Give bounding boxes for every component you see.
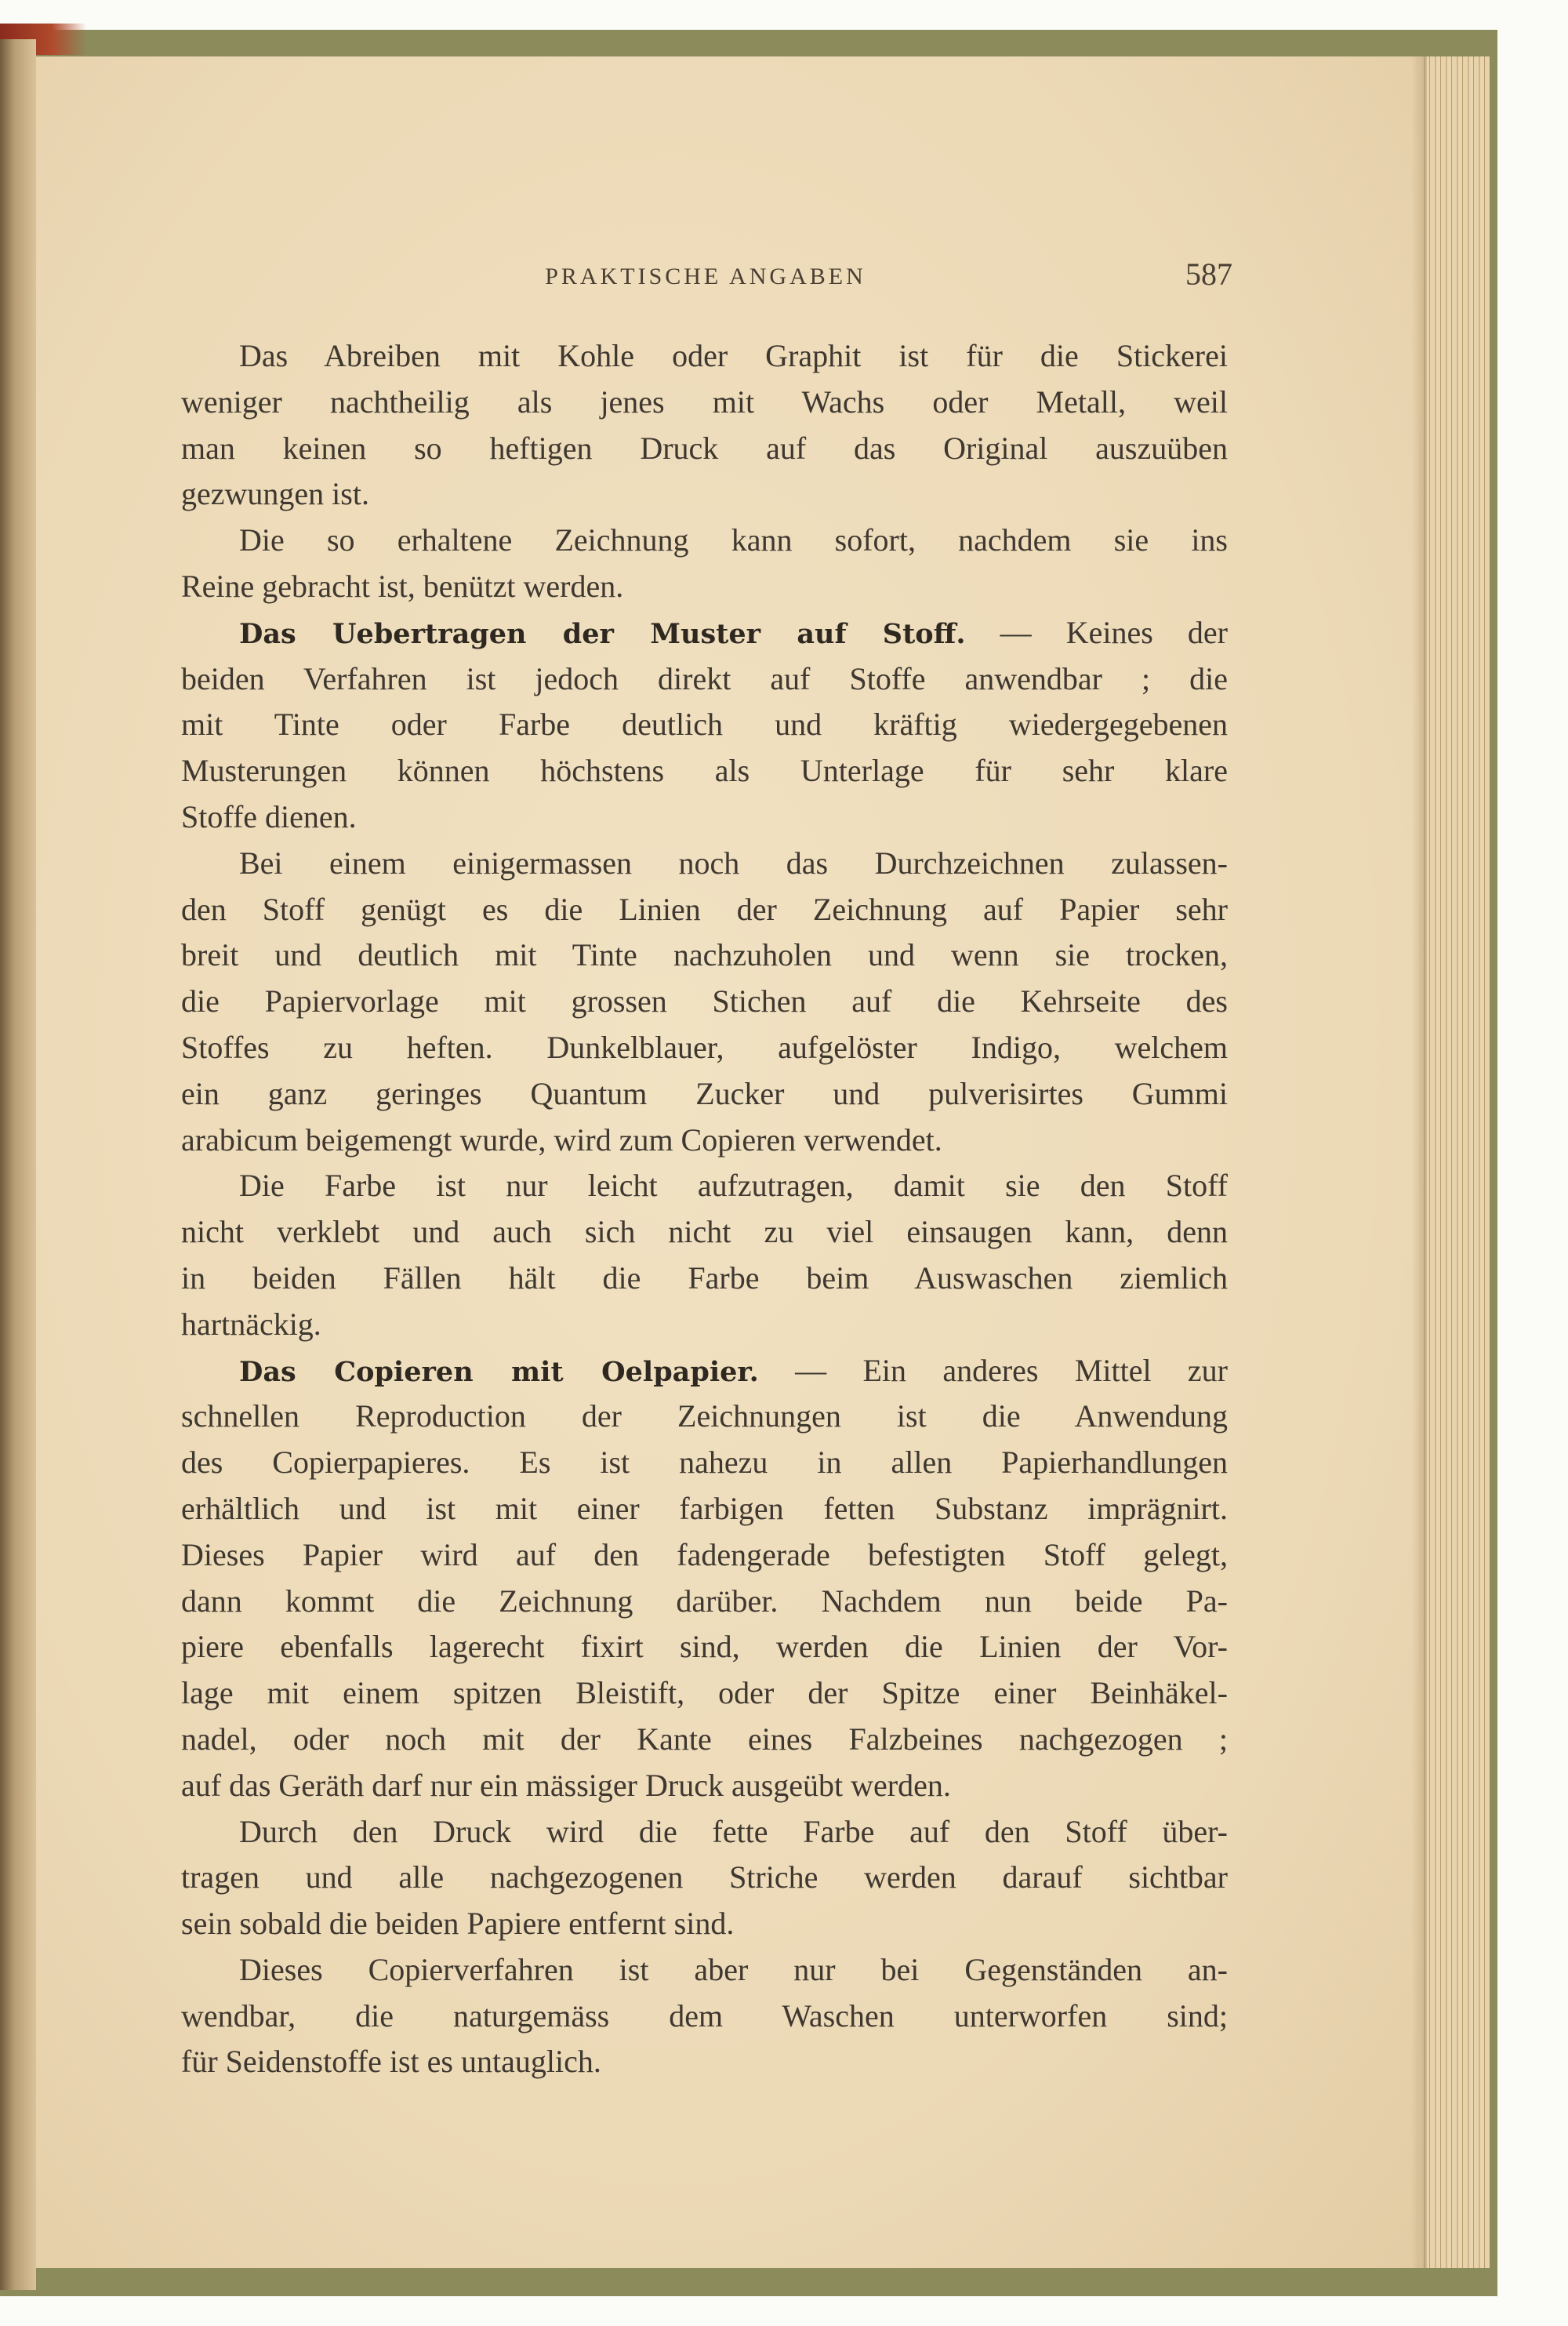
text-line xyxy=(181,1348,1228,1394)
text-line xyxy=(181,564,1228,610)
line-text: Reine gebracht ist, benützt werden. xyxy=(181,568,624,604)
line-text: lage mit einem spitzen Bleistift, oder der Spitze einer Beinhäkel- xyxy=(181,1675,1228,1711)
text-line xyxy=(181,1901,1228,1947)
line-text: Stoffe dienen. xyxy=(181,798,357,834)
line-text: die Papiervorlage mit grossen Stichen auf die Kehrseite des xyxy=(181,983,1228,1019)
line-text: Die Farbe ist nur leicht aufzutragen, damit sie den Stoff xyxy=(239,1168,1228,1204)
line-text: dann kommt die Zeichnung darüber. Nachdem nun beide Pa- xyxy=(181,1583,1228,1619)
text-line xyxy=(181,1947,1228,1993)
text-line xyxy=(181,1394,1228,1440)
text-line xyxy=(181,932,1228,979)
line-text: Musterungen können höchstens als Unterlage für sehr klare xyxy=(181,753,1228,789)
line-text: — Ein anderes Mittel zur xyxy=(758,1352,1228,1388)
page-stack-edge xyxy=(1419,56,1490,2268)
line-text: Durch den Druck wird die fette Farbe auf den Stoff über- xyxy=(239,1813,1228,1849)
section-heading: Das Copieren mit Oelpapier. xyxy=(239,1355,759,1388)
line-text: nadel, oder noch mit der Kante eines Falzbeines nachgezogen ; xyxy=(181,1721,1228,1757)
text-line xyxy=(181,518,1228,564)
line-text: beiden Verfahren ist jedoch direkt auf Stoffe anwendbar ; die xyxy=(181,660,1228,696)
text-line xyxy=(181,702,1228,748)
line-text: Das Abreiben mit Kohle oder Graphit ist für die Stickerei xyxy=(239,338,1228,373)
text-line xyxy=(181,1071,1228,1118)
line-text: ein ganz geringes Quantum Zucker und pulverisirtes Gummi xyxy=(181,1075,1228,1111)
text-line xyxy=(181,656,1228,703)
line-text: man keinen so heftigen Druck auf das Original auszuüben xyxy=(181,430,1228,466)
page-shadow xyxy=(1411,56,1427,2268)
text-line xyxy=(181,1163,1228,1209)
paragraph xyxy=(181,1163,1228,1347)
text-line xyxy=(181,380,1228,426)
text-line xyxy=(181,426,1228,472)
text-line xyxy=(181,887,1228,933)
section-heading: Das Uebertragen der Muster auf Stoff. xyxy=(239,617,966,650)
line-text: des Copierpapieres. Es ist nahezu in allen Papierhandlungen xyxy=(181,1445,1228,1481)
line-text: piere ebenfalls lagerecht fixirt sind, werden die Linien der Vor- xyxy=(181,1629,1228,1665)
paragraph xyxy=(181,610,1228,841)
text-line xyxy=(181,333,1228,380)
line-text: den Stoff genügt es die Linien der Zeichnung auf Papier sehr xyxy=(181,891,1228,927)
text-line xyxy=(181,1209,1228,1256)
line-text: gezwungen ist. xyxy=(181,476,369,512)
line-text: Dieses Copierverfahren ist aber nur bei Gegenständen an- xyxy=(239,1951,1228,1987)
text-line xyxy=(181,471,1228,518)
line-text: in beiden Fällen hält die Farbe beim Auswaschen ziemlich xyxy=(181,1259,1228,1296)
text-line xyxy=(181,1486,1228,1532)
text-line xyxy=(181,1532,1228,1579)
line-text: Bei einem einigermassen noch das Durchzeichnen zulassen- xyxy=(239,845,1228,881)
line-text: nicht verklebt und auch sich nicht zu viel einsaugen kann, denn xyxy=(181,1214,1228,1250)
text-line xyxy=(181,1993,1228,2040)
line-text: Dieses Papier wird auf den fadengerade befestigten Stoff gelegt, xyxy=(181,1536,1228,1572)
text-line xyxy=(181,1763,1228,1809)
text-line xyxy=(181,979,1228,1025)
line-text: arabicum beigemengt wurde, wird zum Copieren verwendet. xyxy=(181,1121,942,1158)
line-text: breit und deutlich mit Tinte nachzuholen und wenn sie trocken, xyxy=(181,937,1228,973)
text-line xyxy=(181,1670,1228,1717)
line-text: schnellen Reproduction der Zeichnungen ist die Anwendung xyxy=(181,1398,1228,1434)
text-line xyxy=(181,841,1228,887)
text-line xyxy=(181,1624,1228,1670)
paragraph xyxy=(181,333,1228,518)
page-number: 587 xyxy=(1185,256,1232,292)
running-title: PRAKTISCHE ANGABEN xyxy=(545,263,866,289)
text-line xyxy=(181,748,1228,794)
text-line xyxy=(181,1256,1228,1302)
line-text: sein sobald die beiden Papiere entfernt sind. xyxy=(181,1906,735,1942)
paragraph xyxy=(181,1809,1228,1947)
text-line xyxy=(181,1118,1228,1164)
line-text: hartnäckig. xyxy=(181,1306,321,1342)
text-line xyxy=(181,794,1228,841)
line-text: erhältlich und ist mit einer farbigen fetten Substanz imprägnirt. xyxy=(181,1490,1228,1526)
line-text: — Keines der xyxy=(965,614,1229,650)
text-line xyxy=(181,610,1228,656)
line-text: für Seidenstoffe ist es untauglich. xyxy=(181,2044,601,2080)
page-body-text xyxy=(181,333,1228,2085)
text-line xyxy=(181,1025,1228,1071)
left-page-edge xyxy=(0,39,36,2290)
text-line xyxy=(181,1855,1228,1901)
text-line xyxy=(181,2039,1228,2085)
paragraph xyxy=(181,841,1228,1164)
line-text: Die so erhaltene Zeichnung kann sofort, nachdem sie ins xyxy=(239,522,1228,558)
paragraph xyxy=(181,1348,1228,1809)
line-text: wendbar, die naturgemäss dem Waschen unterworfen sind; xyxy=(181,1997,1228,2033)
text-line xyxy=(181,1440,1228,1486)
line-text: weniger nachtheilig als jenes mit Wachs oder Metall, weil xyxy=(181,383,1228,420)
line-text: tragen und alle nachgezogenen Striche werden darauf sichtbar xyxy=(181,1859,1228,1895)
text-line xyxy=(181,1809,1228,1855)
paragraph xyxy=(181,518,1228,610)
text-line xyxy=(181,1579,1228,1625)
line-text: auf das Geräth darf nur ein mässiger Druck ausgeübt werden. xyxy=(181,1767,951,1803)
line-text: Stoffes zu heften. Dunkelblauer, aufgelöster Indigo, welchem xyxy=(181,1029,1228,1065)
text-line xyxy=(181,1302,1228,1348)
line-text: mit Tinte oder Farbe deutlich und kräftig wiedergegebenen xyxy=(181,707,1228,743)
text-line xyxy=(181,1717,1228,1763)
paragraph xyxy=(181,1947,1228,2085)
